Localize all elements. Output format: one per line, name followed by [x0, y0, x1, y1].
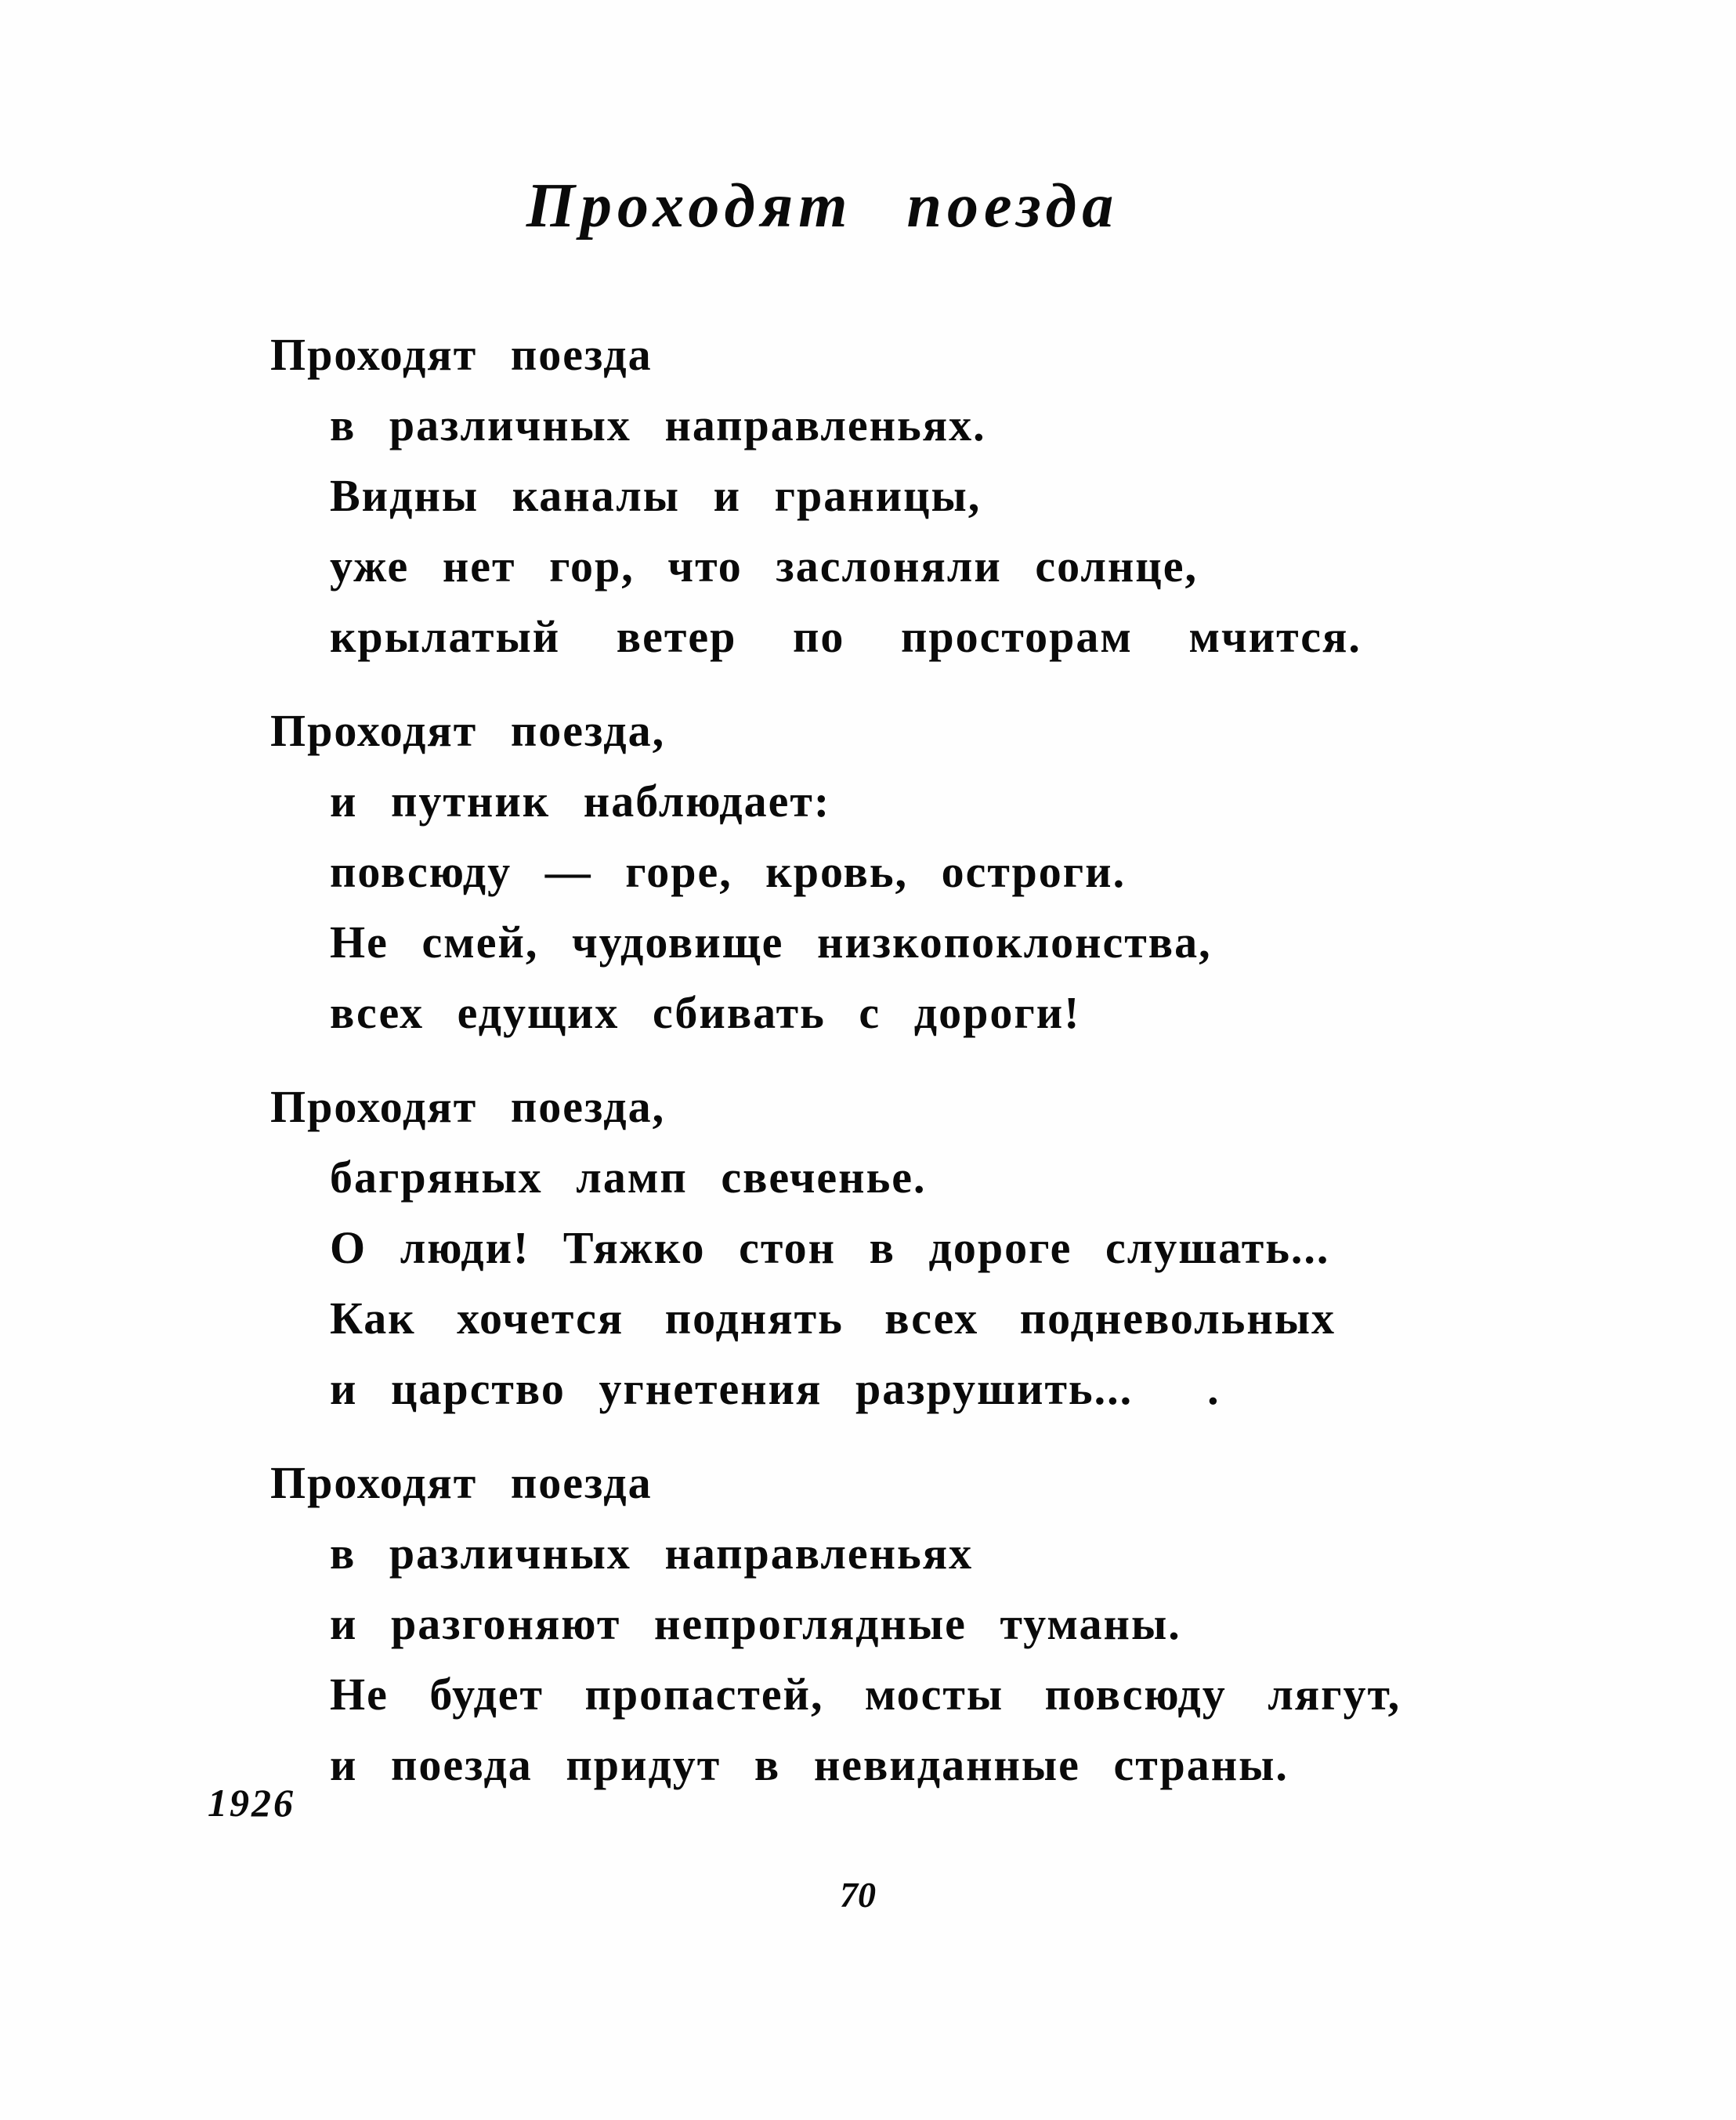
poem-line: О люди! Тяжко стон в дороге слушать...	[330, 1222, 1330, 1273]
poem-line: багряных ламп свеченье.	[330, 1152, 927, 1203]
poem-line: в различных направленьях	[330, 1528, 974, 1579]
poem-line: и путник наблюдает:	[330, 776, 831, 827]
poem-line	[330, 1354, 1401, 1424]
poem-line: и разгоняют непроглядные туманы.	[330, 1598, 1181, 1649]
poem-title: Проходят поезда	[526, 172, 1119, 241]
poem-line: Как хочется поднять всех подневольных	[330, 1293, 1336, 1344]
composition-year: 1926	[208, 1781, 295, 1825]
poem-line: Проходят поезда,	[270, 1081, 666, 1132]
poem-line: Проходят поезда,	[270, 705, 666, 756]
poem-line: и поезда придут в невиданные страны.	[330, 1739, 1289, 1790]
poem-line: Видны каналы и границы,	[330, 470, 982, 521]
page-number: 70	[840, 1875, 876, 1915]
stanza-3	[270, 1072, 1401, 1424]
poem-body	[270, 320, 1401, 1824]
poem-line: Не смей, чудовище низкопоклонства,	[330, 917, 1212, 968]
poem-line: всех едущих сбивать с дороги!	[330, 987, 1081, 1038]
poem-line: крылатый ветер по просторам мчится.	[330, 611, 1362, 662]
stanza-4	[270, 1448, 1401, 1800]
poem-line: Не будет пропастей, мосты повсюду лягут,	[330, 1669, 1401, 1720]
stanza-2	[270, 696, 1401, 1048]
poem-line: Проходят поезда	[270, 329, 653, 380]
poem-line-text: и царство угнетения разрушить...	[330, 1363, 1134, 1414]
stray-dot-mark: .	[1207, 1363, 1221, 1414]
poem-line: Проходят поезда	[270, 1457, 653, 1508]
poem-line: повсюду — горе, кровь, остроги.	[330, 846, 1127, 897]
stanza-1	[270, 320, 1401, 672]
poem-line: в различных направленьях.	[330, 400, 986, 450]
poem-line: уже нет гор, что заслоняли солнце,	[330, 541, 1198, 592]
